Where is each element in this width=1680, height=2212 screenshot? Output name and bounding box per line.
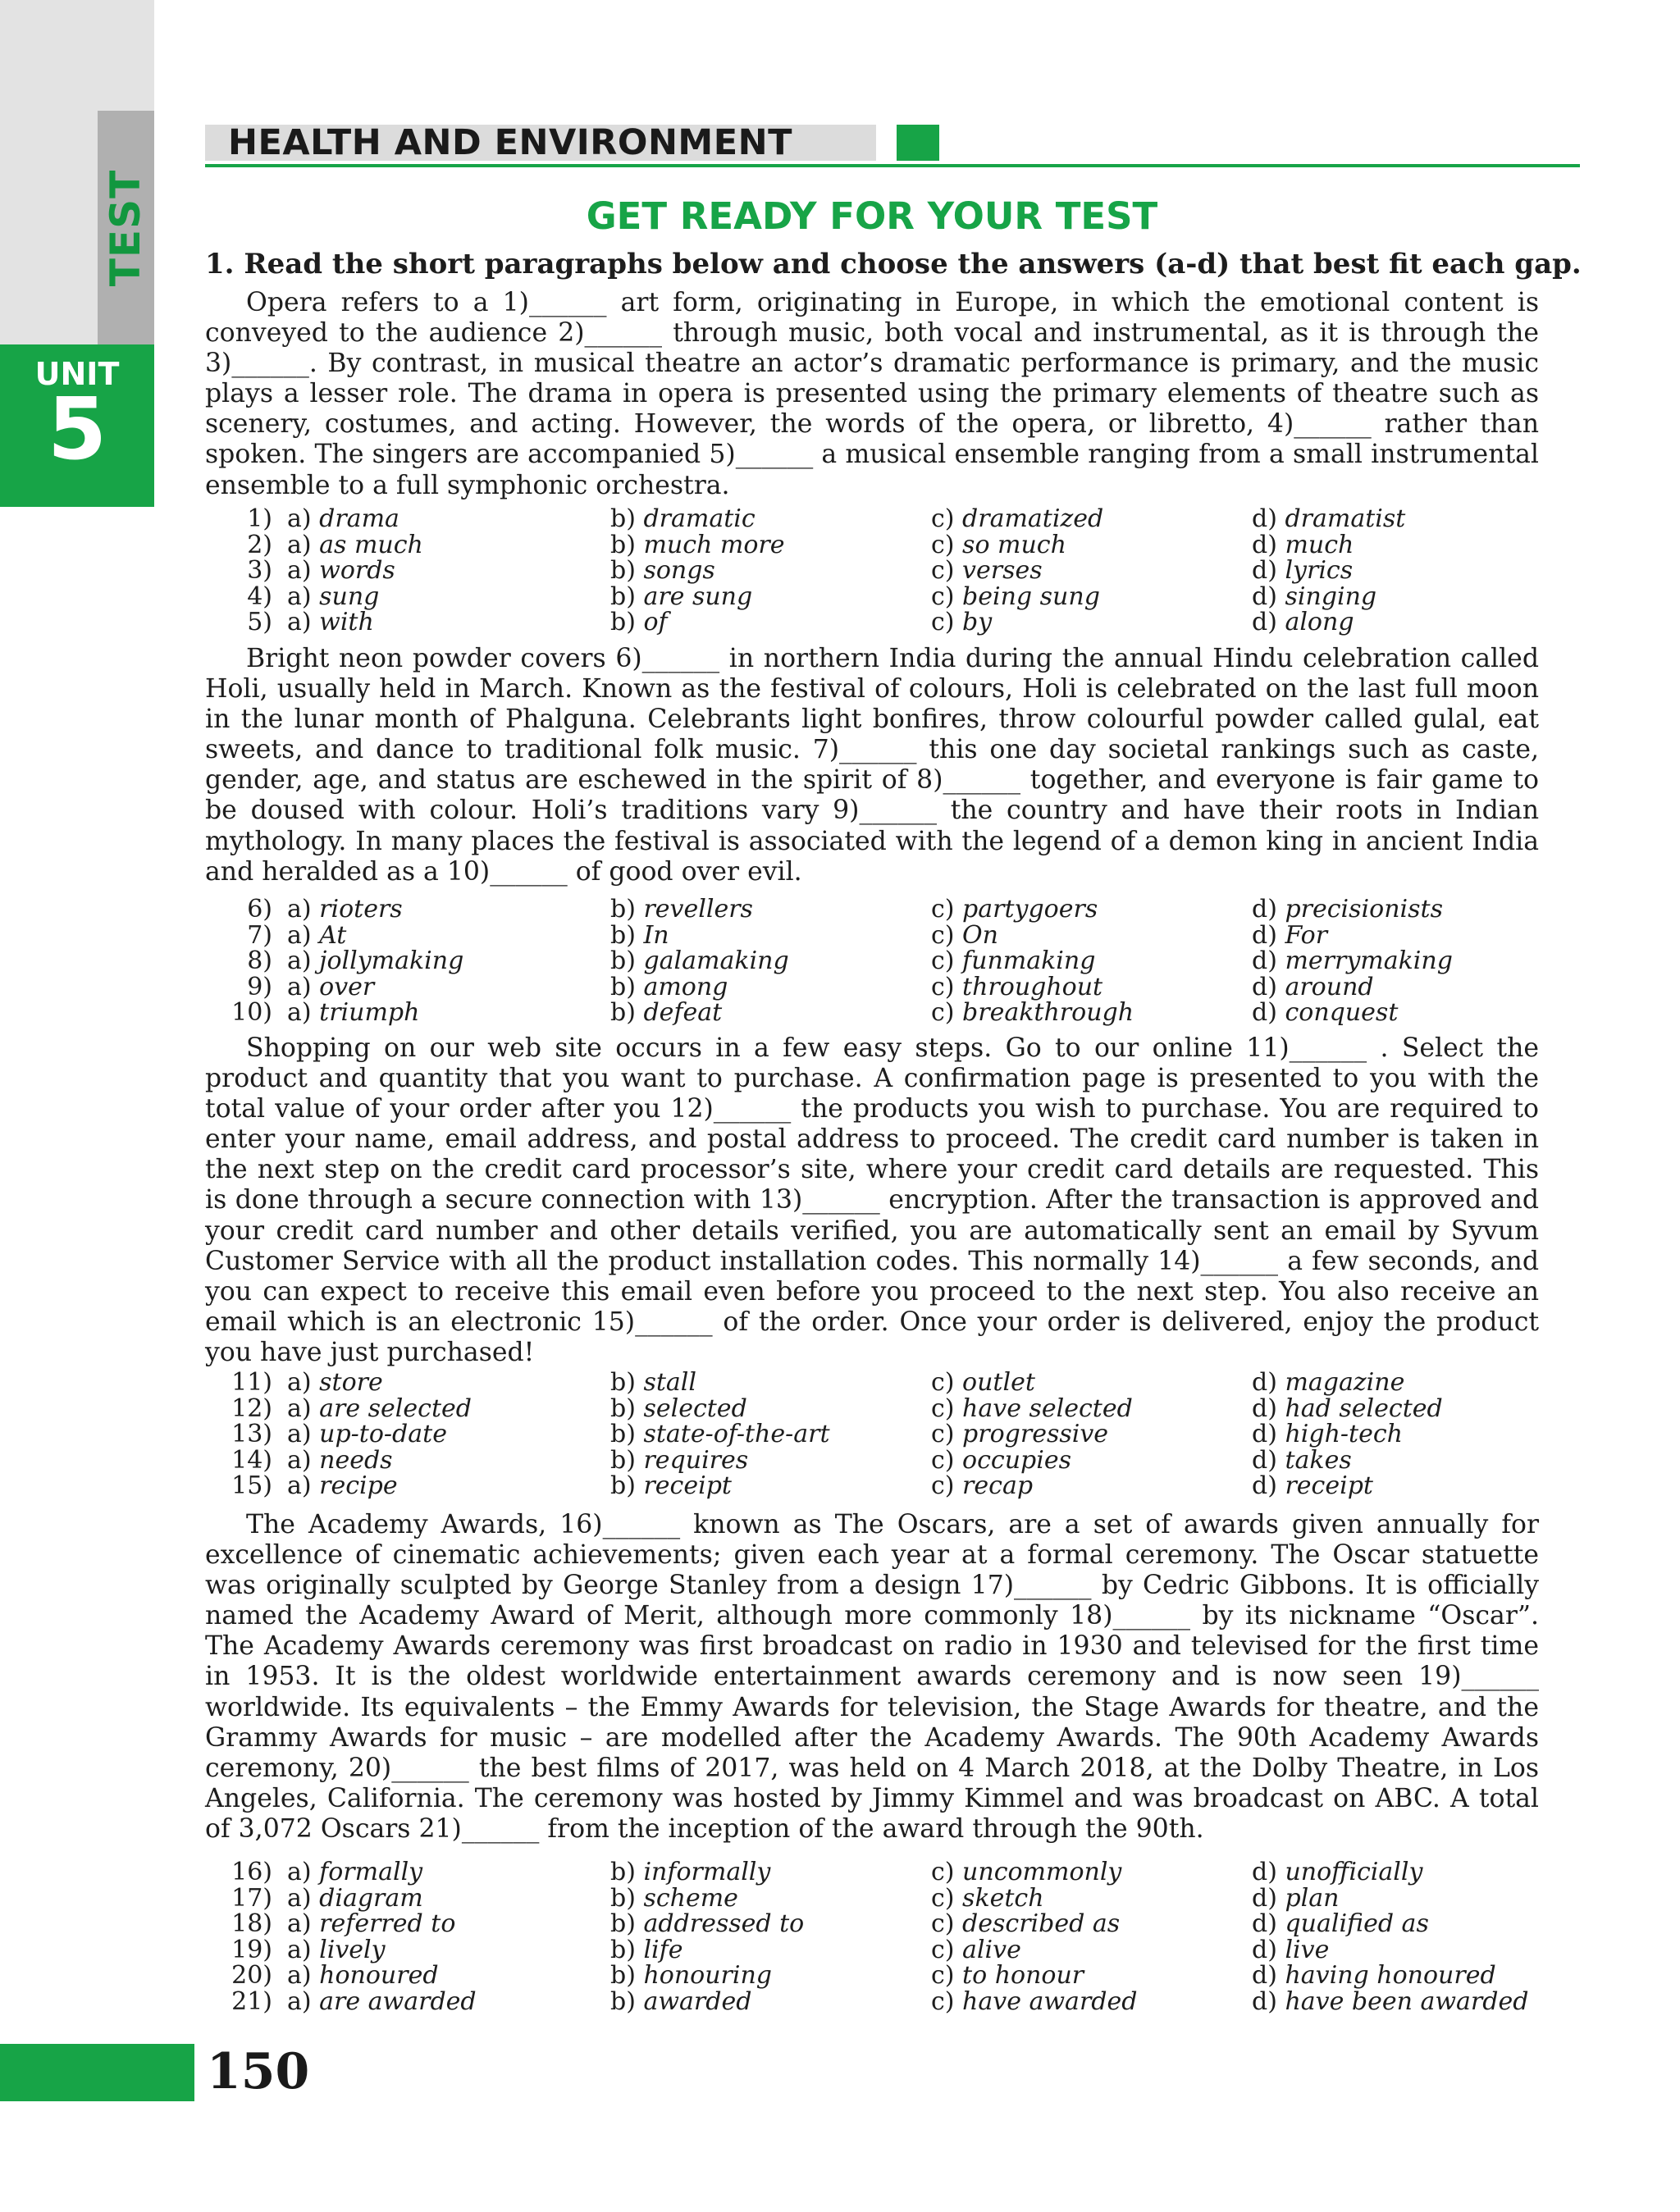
question-number: 3) bbox=[247, 556, 272, 586]
option-d: d) qualified as bbox=[1252, 1909, 1429, 1939]
option-row bbox=[205, 920, 1550, 950]
option-b: b) In bbox=[610, 920, 669, 950]
option-b: b) revellers bbox=[610, 895, 753, 924]
option-b: b) much more bbox=[610, 530, 785, 559]
option-c: c) sketch bbox=[931, 1883, 1044, 1913]
option-row bbox=[205, 1963, 1550, 1989]
option-row bbox=[205, 1937, 1550, 1963]
option-d: d) magazine bbox=[1252, 1368, 1405, 1397]
option-b: b) songs bbox=[610, 556, 715, 586]
option-b: b) informally bbox=[610, 1858, 771, 1886]
option-row bbox=[205, 532, 1550, 559]
option-a: a) formally bbox=[287, 1858, 423, 1886]
option-d: d) receipt bbox=[1252, 1471, 1373, 1501]
option-row bbox=[205, 584, 1550, 610]
question-number: 10) bbox=[231, 998, 272, 1028]
option-a: a) with bbox=[287, 608, 374, 637]
option-a: a) words bbox=[287, 556, 395, 586]
question-number: 6) bbox=[247, 895, 272, 924]
option-a: a) needs bbox=[287, 1445, 393, 1475]
option-d: d) having honoured bbox=[1252, 1961, 1496, 1991]
option-row bbox=[205, 896, 1550, 923]
passage-opera: Opera refers to a 1)______ art form, originating in Europe, in which the emotional content is conveyed to the audience 2)______ through music, both vocal and instrumental, as it is through the 3)______. By contrast, in musical theatre an actor’s dramatic performance is primary, and the music plays a lesser role. The drama in opera is presented using the primary elements of theatre such as scenery, costumes, and acting. However, the words of the opera, or libretto, 4)______ rather than spoken. The singers are accompanied 5)______ a musical ensemble ranging from a small instrumental ensemble to a full symphonic orchestra. bbox=[205, 288, 1539, 500]
option-a: a) diagram bbox=[287, 1883, 423, 1913]
option-b: b) life bbox=[610, 1935, 683, 1964]
passage-holi: Bright neon powder covers 6)______ in northern India during the annual Hindu celebration called Holi, usually held in March. Known as the festival of colours, Holi is celebrated on the last full moon in the lunar month of Phalguna. Celebrants light bonfires, throw colourful powder called gulal, eat sweets, and dance to traditional folk music. 7)______ this one day societal rankings such as caste, gender, age, and status are eschewed in the spirit of 8)______ together, and everyone is fair game to be doused with colour. Holi’s traditions vary 9)______ the country and have their roots in Indian mythology. In many places the festival is associated with the legend of a demon king in ancient India and heralded as a 10)______ of good over evil. bbox=[205, 644, 1539, 887]
option-c: c) so much bbox=[931, 530, 1066, 559]
option-d: d) unofficially bbox=[1252, 1858, 1423, 1886]
option-b: b) stall bbox=[610, 1368, 696, 1397]
option-d: d) high-tech bbox=[1252, 1420, 1403, 1449]
option-d: d) singing bbox=[1252, 582, 1377, 611]
option-b: b) are sung bbox=[610, 582, 753, 611]
option-d: d) conquest bbox=[1252, 998, 1399, 1028]
option-row bbox=[205, 609, 1550, 636]
option-c: c) verses bbox=[931, 556, 1043, 586]
question-number: 8) bbox=[247, 946, 272, 976]
question-number: 17) bbox=[231, 1883, 272, 1913]
option-c: c) have selected bbox=[931, 1393, 1133, 1423]
option-row bbox=[205, 1911, 1550, 1937]
question-number: 7) bbox=[247, 920, 272, 950]
page-number-bar bbox=[0, 2044, 194, 2101]
exercise-instruction: 1. Read the short paragraphs below and choose the answers (a-d) that best fit each gap. bbox=[205, 248, 1582, 280]
option-a: a) are awarded bbox=[287, 1986, 477, 2016]
option-c: c) throughout bbox=[931, 972, 1103, 1001]
option-c: c) outlet bbox=[931, 1368, 1035, 1397]
header-accent-square bbox=[897, 125, 939, 161]
option-b: b) defeat bbox=[610, 998, 723, 1028]
option-row bbox=[205, 948, 1550, 974]
option-a: a) triumph bbox=[287, 998, 420, 1028]
option-a: a) recipe bbox=[287, 1471, 398, 1501]
option-d: d) around bbox=[1252, 972, 1374, 1001]
option-c: c) occupies bbox=[931, 1445, 1071, 1475]
question-number: 20) bbox=[231, 1961, 272, 1991]
option-a: a) honoured bbox=[287, 1961, 439, 1991]
option-row bbox=[205, 1393, 1550, 1423]
unit-badge bbox=[0, 344, 154, 507]
header-rule bbox=[205, 164, 1580, 167]
option-c: c) have awarded bbox=[931, 1986, 1138, 2016]
option-d: d) along bbox=[1252, 608, 1354, 637]
passage-shopping: Shopping on our web site occurs in a few easy steps. Go to our online 11)______ . Select the product and quantity that you want to purchase. A confirmation page is presented to you with the total value of your order after you 12)______ the products you wish to purchase. You are required to enter your name, email address, and postal address to proceed. The credit card number is taken in the next step on the credit card processor’s site, where your credit card details are requested. This is done through a secure connection with 13)______ encryption. After the transaction is approved and your credit card number and other details verified, you are automatically sent an email by Syvum Customer Service with all the product installation codes. This normally 14)______ a few seconds, and you can expect to receive this email even before you proceed to the next step. You also receive an email which is an electronic 15)______ of the order. Once your order is delivered, enjoy the product you have just purchased! bbox=[205, 1033, 1539, 1367]
option-d: d) had selected bbox=[1252, 1393, 1443, 1423]
option-row bbox=[205, 1370, 1550, 1396]
option-d: d) For bbox=[1252, 920, 1328, 950]
option-b: b) galamaking bbox=[610, 946, 789, 976]
options-oscars bbox=[205, 1859, 1550, 2015]
question-number: 18) bbox=[231, 1909, 272, 1939]
option-a: a) rioters bbox=[287, 895, 403, 924]
question-number: 12) bbox=[231, 1393, 272, 1423]
question-number: 21) bbox=[231, 1986, 272, 2016]
option-d: d) merrymaking bbox=[1252, 946, 1453, 976]
option-b: b) of bbox=[610, 608, 668, 637]
option-b: b) dramatic bbox=[610, 504, 756, 533]
passage-oscars: The Academy Awards, 16)______ known as The Oscars, are a set of awards given annually for excellence of cinematic achievements; given each year at a formal ceremony. The Oscar statuette was originally sculpted by George Stanley from a design 17)______ by Cedric Gibbons. It is officially named the Academy Award of Merit, although more commonly 18)______ by its nickname “Oscar”. The Academy Awards ceremony was first broadcast on radio in 1930 and televised for the first time in 1953. It is the oldest worldwide entertainment awards ceremony and is now seen 19)______ worldwide. Its equivalents – the Emmy Awards for television, the Stage Awards for theatre, and the Grammy Awards for music – are modelled after the Academy Awards. The 90th Academy Awards ceremony, 20)______ the best films of 2017, was held on 4 March 2018, at the Dolby Theatre, in Los Angeles, California. The ceremony was hosted by Jimmy Kimmel and was broadcast on ABC. A total of 3,072 Oscars 21)______ from the inception of the award through the 90th. bbox=[205, 1510, 1539, 1844]
option-d: d) much bbox=[1252, 530, 1354, 559]
question-number: 9) bbox=[247, 972, 272, 1001]
option-b: b) receipt bbox=[610, 1471, 732, 1501]
option-d: d) dramatist bbox=[1252, 504, 1406, 533]
option-row bbox=[205, 1883, 1550, 1913]
option-c: c) progressive bbox=[931, 1420, 1109, 1449]
option-c: c) dramatized bbox=[931, 504, 1104, 533]
option-a: a) are selected bbox=[287, 1393, 472, 1423]
option-c: c) described as bbox=[931, 1909, 1121, 1939]
option-a: a) over bbox=[287, 972, 375, 1001]
option-a: a) At bbox=[287, 920, 347, 950]
option-a: a) sung bbox=[287, 582, 380, 611]
options-shopping bbox=[205, 1370, 1550, 1499]
option-d: d) lyrics bbox=[1252, 556, 1354, 586]
question-number: 19) bbox=[231, 1935, 272, 1964]
section-heading: HEALTH AND ENVIRONMENT bbox=[228, 122, 792, 163]
option-row bbox=[205, 1445, 1550, 1475]
page-number: 150 bbox=[207, 2043, 310, 2100]
option-a: a) up-to-date bbox=[287, 1420, 447, 1449]
option-a: a) referred to bbox=[287, 1909, 456, 1939]
question-number: 4) bbox=[247, 582, 272, 611]
option-b: b) scheme bbox=[610, 1883, 738, 1913]
option-b: b) selected bbox=[610, 1393, 747, 1423]
option-a: a) jollymaking bbox=[287, 946, 464, 976]
unit-label: UNIT bbox=[34, 356, 120, 392]
question-number: 2) bbox=[247, 530, 272, 559]
option-c: c) partygoers bbox=[931, 895, 1098, 924]
side-tab-label: TEST bbox=[102, 169, 150, 286]
option-row bbox=[205, 1421, 1550, 1448]
page-title: GET READY FOR YOUR TEST bbox=[586, 194, 1158, 238]
option-b: b) among bbox=[610, 972, 728, 1001]
option-b: b) requires bbox=[610, 1445, 749, 1475]
option-d: d) takes bbox=[1252, 1445, 1352, 1475]
unit-number: 5 bbox=[47, 379, 107, 479]
question-number: 11) bbox=[231, 1368, 272, 1397]
option-d: d) plan bbox=[1252, 1883, 1340, 1913]
option-c: c) breakthrough bbox=[931, 998, 1134, 1028]
option-c: c) to honour bbox=[931, 1961, 1084, 1991]
option-c: c) recap bbox=[931, 1471, 1034, 1501]
option-b: b) awarded bbox=[610, 1986, 752, 2016]
option-row bbox=[205, 506, 1550, 532]
question-number: 13) bbox=[231, 1420, 272, 1449]
option-c: c) being sung bbox=[931, 582, 1100, 611]
options-holi bbox=[205, 896, 1550, 1026]
side-tab-test bbox=[98, 111, 154, 344]
options-opera bbox=[205, 506, 1550, 636]
option-d: d) have been awarded bbox=[1252, 1986, 1529, 2016]
option-d: d) live bbox=[1252, 1935, 1330, 1964]
question-number: 1) bbox=[247, 504, 272, 533]
option-row bbox=[205, 1859, 1550, 1886]
option-c: c) alive bbox=[931, 1935, 1021, 1964]
option-row bbox=[205, 1473, 1550, 1499]
option-b: b) honouring bbox=[610, 1961, 773, 1991]
question-number: 14) bbox=[231, 1445, 272, 1475]
option-b: b) state-of-the-art bbox=[610, 1420, 830, 1449]
option-c: c) funmaking bbox=[931, 946, 1096, 976]
question-number: 16) bbox=[231, 1858, 272, 1886]
option-row bbox=[205, 974, 1550, 1001]
option-row bbox=[205, 1986, 1550, 2016]
option-row bbox=[205, 1000, 1550, 1026]
option-c: c) by bbox=[931, 608, 993, 637]
option-a: a) drama bbox=[287, 504, 399, 533]
option-d: d) precisionists bbox=[1252, 895, 1443, 924]
option-a: a) lively bbox=[287, 1935, 386, 1964]
option-row bbox=[205, 558, 1550, 584]
option-a: a) as much bbox=[287, 530, 423, 559]
question-number: 5) bbox=[247, 608, 272, 637]
option-c: c) On bbox=[931, 920, 998, 950]
option-c: c) uncommonly bbox=[931, 1858, 1122, 1886]
option-a: a) store bbox=[287, 1368, 383, 1397]
option-b: b) addressed to bbox=[610, 1909, 805, 1939]
question-number: 15) bbox=[231, 1471, 272, 1501]
